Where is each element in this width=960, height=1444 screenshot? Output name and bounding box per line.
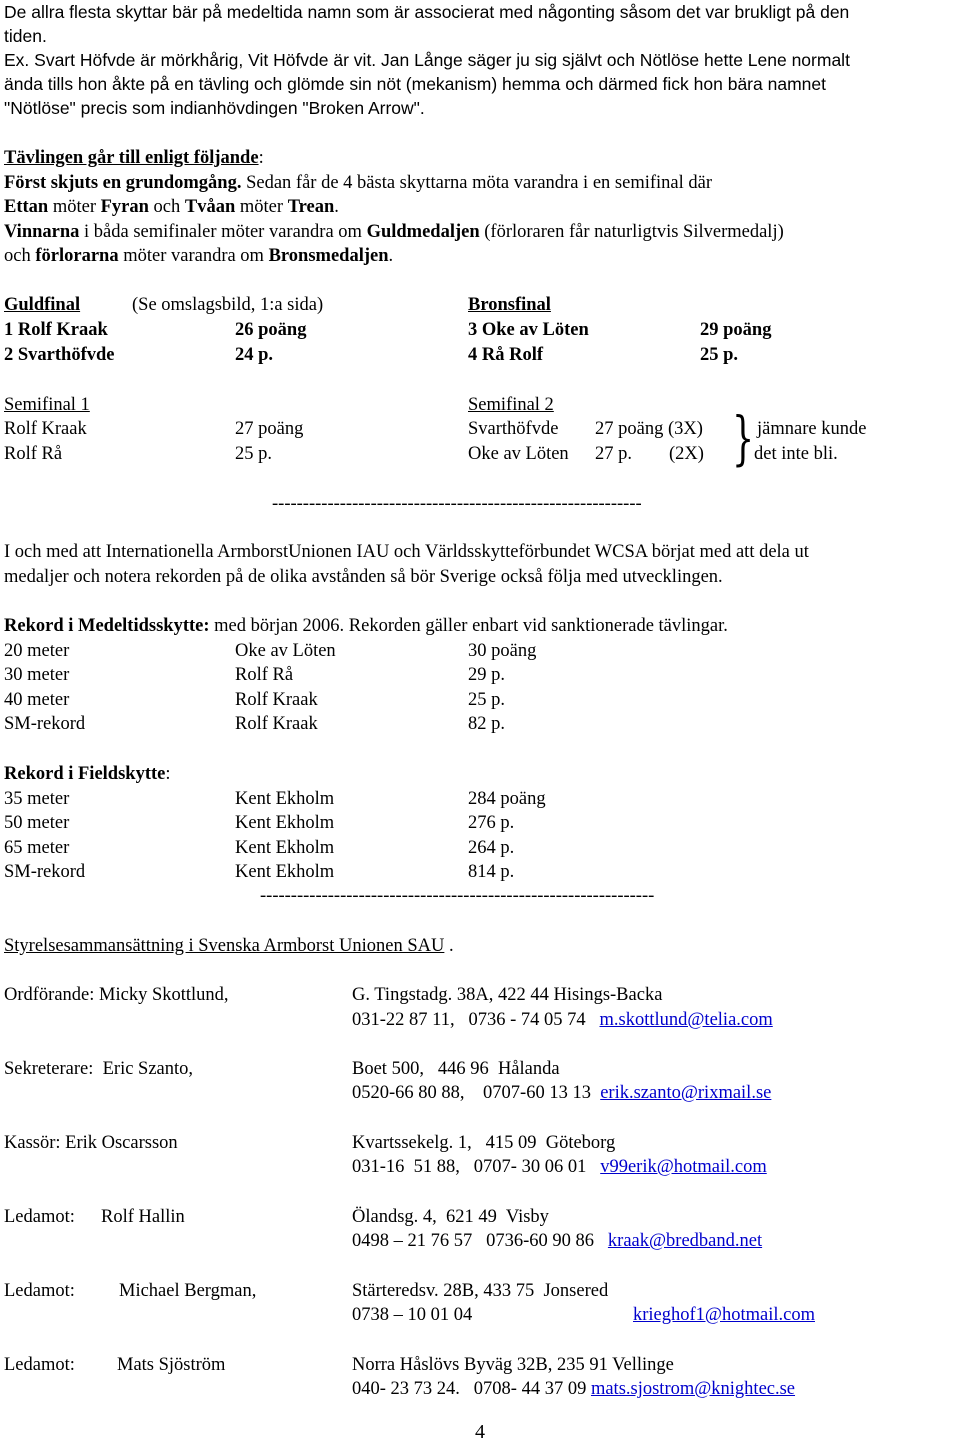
semi-note-1: jämnare kunde bbox=[757, 419, 867, 439]
text: . bbox=[388, 246, 394, 266]
competition-line-2 bbox=[4, 195, 339, 219]
medieval-holder: Rolf Kraak bbox=[235, 690, 318, 710]
guld-row-1-name: 1 Rolf Kraak bbox=[4, 320, 108, 340]
member-phone-line bbox=[352, 1081, 771, 1105]
field-score: 276 p. bbox=[468, 813, 515, 833]
medieval-score: 29 p. bbox=[468, 665, 505, 685]
text: möter bbox=[48, 197, 101, 217]
medieval-heading-line bbox=[4, 614, 728, 638]
brons-row-2-name: 4 Rå Rolf bbox=[468, 345, 544, 365]
text: möter varandra om bbox=[118, 246, 269, 266]
competition-heading-colon: : bbox=[258, 148, 264, 168]
field-score: 284 poäng bbox=[468, 789, 546, 809]
page-number: 4 bbox=[475, 1421, 485, 1443]
member-phone-line bbox=[352, 1377, 795, 1401]
records-intro-line-1: I och med att Internationella ArmborstUnionen IAU och Världsskytteförbundet WCSA börjat med att dela ut bbox=[4, 542, 809, 562]
semi1-row-2-score: 25 p. bbox=[235, 444, 272, 464]
member-email-link[interactable]: v99erik@hotmail.com bbox=[600, 1157, 767, 1177]
text: (förloraren får naturligtvis Silvermedalj) bbox=[479, 222, 784, 242]
member-role: Kassör: Erik Oscarsson bbox=[4, 1133, 178, 1153]
field-distance: SM-rekord bbox=[4, 862, 86, 882]
board-heading-dot: . bbox=[444, 936, 454, 956]
separator-2: ---------------------------------------------------------------- bbox=[260, 886, 655, 906]
text: . bbox=[334, 197, 339, 217]
medieval-distance: 40 meter bbox=[4, 690, 70, 710]
medieval-holder: Rolf Rå bbox=[235, 665, 294, 685]
semifinal-1-heading: Semifinal 1 bbox=[4, 395, 90, 415]
semi1-row-2-name: Rolf Rå bbox=[4, 444, 63, 464]
vinnarna: Vinnarna bbox=[4, 222, 80, 242]
semi2-row-2-score: 27 p. (2X) bbox=[595, 444, 704, 464]
guld-row-1-score: 26 poäng bbox=[235, 320, 307, 340]
field-holder: Kent Ekholm bbox=[235, 813, 335, 833]
member-phone: 040- 23 73 24. 0708- 44 37 09 bbox=[352, 1379, 587, 1399]
tvaan: Tvåan bbox=[184, 197, 236, 217]
medieval-score: 30 poäng bbox=[468, 641, 537, 661]
brons-row-1-name: 3 Oke av Löten bbox=[468, 320, 589, 340]
field-holder: Kent Ekholm bbox=[235, 789, 335, 809]
ettan: Ettan bbox=[4, 197, 49, 217]
medieval-holder: Oke av Löten bbox=[235, 641, 336, 661]
member-role: Sekreterare: Eric Szanto, bbox=[4, 1059, 194, 1079]
member-phone: 0738 – 10 01 04 bbox=[352, 1305, 473, 1325]
competition-heading-line bbox=[4, 146, 264, 170]
text: möter bbox=[235, 197, 288, 217]
member-address: Stärteredsv. 28B, 433 75 Jonsered bbox=[352, 1281, 609, 1301]
intro-line-3: Ex. Svart Höfvde är mörkhårig, Vit Höfvde är vit. Jan Långe säger ju sig självt och Nötlöse hette Lene normalt bbox=[4, 50, 850, 70]
fyran: Fyran bbox=[100, 197, 149, 217]
guldmedaljen: Guldmedaljen bbox=[366, 222, 480, 242]
member-email-link[interactable]: krieghof1@hotmail.com bbox=[633, 1305, 815, 1325]
bronsfinal-heading: Bronsfinal bbox=[468, 295, 551, 315]
member-email-link[interactable]: erik.szanto@rixmail.se bbox=[600, 1083, 772, 1103]
competition-heading: Tävlingen går till enligt följande bbox=[4, 148, 259, 168]
member-address: G. Tingstadg. 38A, 422 44 Hisings-Backa bbox=[352, 985, 663, 1005]
medieval-score: 25 p. bbox=[468, 690, 505, 710]
medieval-heading-rest: med början 2006. Rekorden gäller enbart vid sanktionerade tävlingar. bbox=[209, 616, 728, 636]
guld-row-2-score: 24 p. bbox=[235, 345, 274, 365]
field-distance: 65 meter bbox=[4, 838, 70, 858]
member-role-label: Ledamot: bbox=[4, 1207, 75, 1227]
text: och bbox=[4, 246, 36, 266]
semi2-row-2-name: Oke av Löten bbox=[468, 444, 569, 464]
guld-row-2-name: 2 Svarthöfvde bbox=[4, 345, 115, 365]
separator-1: ------------------------------------------------------------ bbox=[272, 494, 642, 514]
medieval-distance: 30 meter bbox=[4, 665, 70, 685]
competition-text: Sedan får de 4 bästa skyttarna möta varandra i en semifinal där bbox=[241, 173, 712, 193]
competition-bold-intro: Först skjuts en grundomgång. bbox=[4, 173, 242, 193]
member-phone: 0498 – 21 76 57 0736-60 90 86 bbox=[352, 1231, 595, 1251]
field-heading-colon: : bbox=[165, 764, 171, 784]
semi2-row-1-score: 27 poäng (3X) bbox=[595, 419, 703, 439]
member-role: Ordförande: Micky Skottlund, bbox=[4, 985, 229, 1005]
text: i båda semifinaler möter varandra om bbox=[79, 222, 367, 242]
member-phone-line bbox=[352, 1155, 767, 1179]
member-email-link[interactable]: kraak@bredband.net bbox=[607, 1231, 763, 1251]
guldfinal-note: (Se omslagsbild, 1:a sida) bbox=[132, 295, 324, 315]
brons-row-2-score: 25 p. bbox=[700, 345, 739, 365]
competition-line-1 bbox=[4, 171, 712, 195]
board-heading: Styrelsesammansättning i Svenska Armborst Unionen SAU bbox=[4, 936, 445, 956]
member-name: Rolf Hallin bbox=[101, 1207, 185, 1227]
intro-line-1: De allra flesta skyttar bär på medeltida namn som är associerat med någonting såsom det var brukligt på den bbox=[4, 2, 850, 22]
member-email-link[interactable]: mats.sjostrom@knightec.se bbox=[590, 1379, 796, 1399]
semi-note-2: det inte bli. bbox=[754, 444, 838, 464]
competition-line-3 bbox=[4, 220, 784, 244]
field-heading: Rekord i Fieldskytte bbox=[4, 764, 166, 784]
trean: Trean bbox=[287, 197, 335, 217]
medieval-distance: 20 meter bbox=[4, 641, 70, 661]
semi2-row-1-name: Svarthöfvde bbox=[468, 419, 559, 439]
member-role-label: Ledamot: bbox=[4, 1355, 75, 1375]
field-heading-line bbox=[4, 762, 171, 786]
board-heading-line bbox=[4, 934, 454, 958]
forlorarna: förlorarna bbox=[35, 246, 119, 266]
field-distance: 35 meter bbox=[4, 789, 70, 809]
brons-row-1-score: 29 poäng bbox=[700, 320, 772, 340]
intro-line-5: "Nötlöse" precis som indianhövdingen "Broken Arrow". bbox=[4, 98, 425, 118]
member-phone: 031-22 87 11, 0736 - 74 05 74 bbox=[352, 1010, 586, 1030]
member-address: Boet 500, 446 96 Hålanda bbox=[352, 1059, 560, 1079]
competition-line-4 bbox=[4, 244, 393, 268]
intro-line-4: ända tills hon åkte på en tävling och glömde sin nöt (mekanism) hemma och därmed fick hon bära namnet bbox=[4, 74, 826, 94]
member-role-label: Ledamot: bbox=[4, 1281, 75, 1301]
member-phone: 031-16 51 88, 0707- 30 06 01 bbox=[352, 1157, 587, 1177]
text: och bbox=[148, 197, 185, 217]
field-holder: Kent Ekholm bbox=[235, 838, 335, 858]
intro-line-2: tiden. bbox=[4, 26, 47, 46]
member-phone-line bbox=[352, 1008, 773, 1032]
member-name: Mats Sjöström bbox=[117, 1355, 226, 1375]
medieval-heading: Rekord i Medeltidsskytte: bbox=[4, 616, 210, 636]
bronsmedaljen: Bronsmedaljen bbox=[268, 246, 389, 266]
semifinal-2-heading: Semifinal 2 bbox=[468, 395, 554, 415]
guldfinal-heading: Guldfinal bbox=[4, 295, 81, 315]
curly-brace: } bbox=[732, 404, 755, 472]
field-score: 264 p. bbox=[468, 838, 515, 858]
field-distance: 50 meter bbox=[4, 813, 70, 833]
member-phone: 0520-66 80 88, 0707-60 13 13 bbox=[352, 1083, 591, 1103]
member-email-link[interactable]: m.skottlund@telia.com bbox=[599, 1010, 773, 1030]
medieval-score: 82 p. bbox=[468, 714, 505, 734]
field-holder: Kent Ekholm bbox=[235, 862, 335, 882]
member-address: Norra Håslövs Byväg 32B, 235 91 Vellinge bbox=[352, 1355, 674, 1375]
member-phone-line bbox=[352, 1229, 762, 1253]
medieval-holder: Rolf Kraak bbox=[235, 714, 318, 734]
semi1-row-1-name: Rolf Kraak bbox=[4, 419, 87, 439]
medieval-distance: SM-rekord bbox=[4, 714, 86, 734]
member-address: Kvartssekelg. 1, 415 09 Göteborg bbox=[352, 1133, 616, 1153]
semi1-row-1-score: 27 poäng bbox=[235, 419, 304, 439]
member-address: Ölandsg. 4, 621 49 Visby bbox=[352, 1207, 549, 1227]
field-score: 814 p. bbox=[468, 862, 515, 882]
member-name: Michael Bergman, bbox=[119, 1281, 257, 1301]
records-intro-line-2: medaljer och notera rekorden på de olika avstånden så bör Sverige också följa med utvecklingen. bbox=[4, 567, 723, 587]
